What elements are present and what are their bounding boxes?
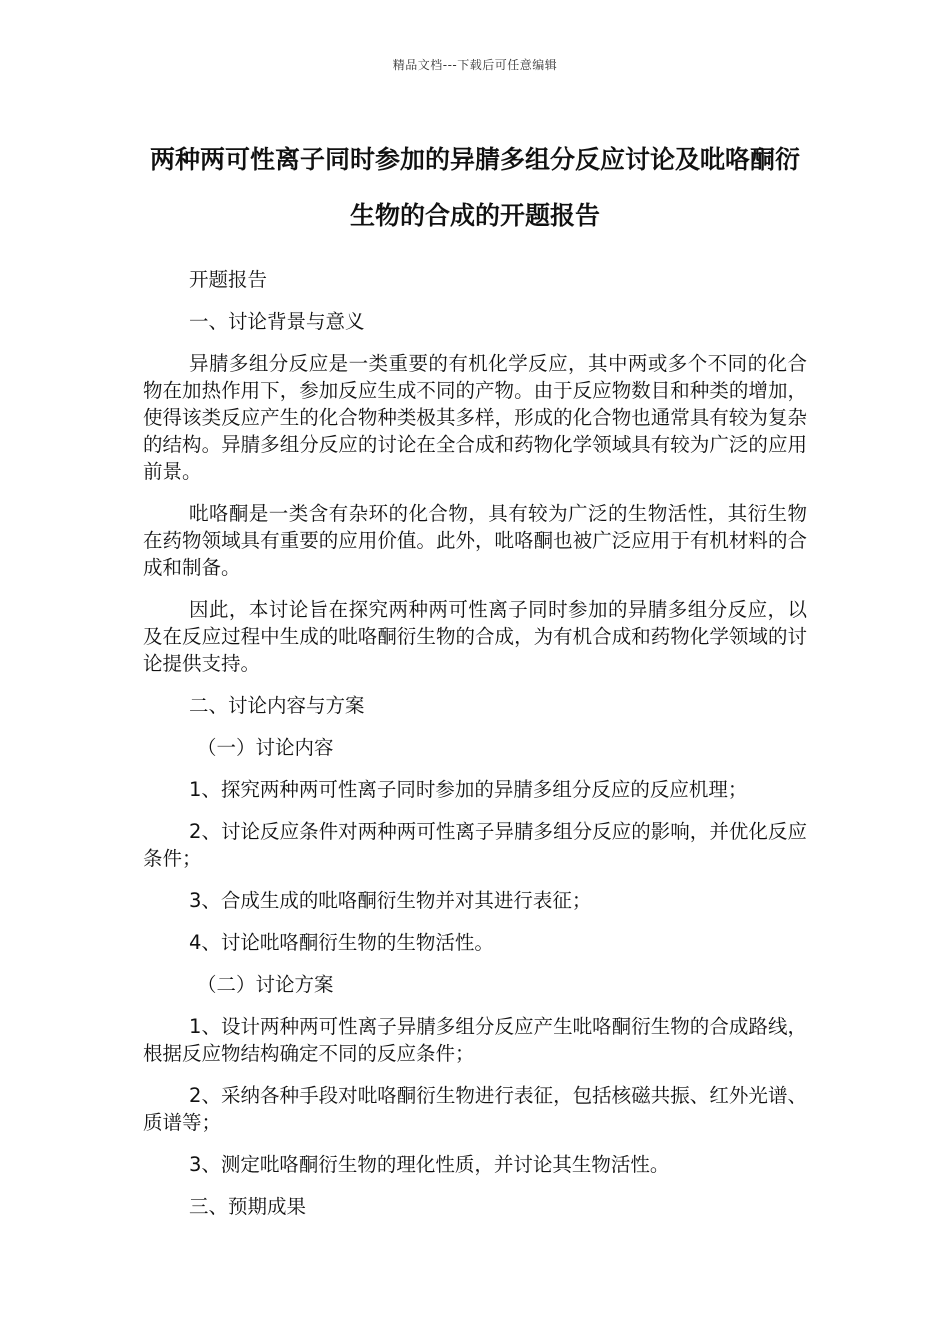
plan-item-1: 1、设计两种两可性离子异腈多组分反应产生吡咯酮衍生物的合成路线，根据反应物结构确定不同的反应条件； <box>143 1015 807 1065</box>
plan-item-3: 3、测定吡咯酮衍生物的理化性质，并讨论其生物活性。 <box>189 1153 670 1176</box>
content-item-3: 3、合成生成的吡咯酮衍生物并对其进行表征； <box>189 889 592 912</box>
subsection-heading-content: （一）讨论内容 <box>197 736 334 759</box>
section-heading-background: 一、讨论背景与意义 <box>189 310 365 333</box>
header-note: 精品文档---下载后可任意编辑 <box>392 58 558 72</box>
paragraph-pyrrolone-intro: 吡咯酮是一类含有杂环的化合物，具有较为广泛的生物活性，其衍生物在药物领域具有重要的应用价值。此外，吡咯酮也被广泛应用于有机材料的合成和制备。 <box>143 502 807 579</box>
plan-item-2: 2、采纳各种手段对吡咯酮衍生物进行表征，包括核磁共振、红外光谱、质谱等； <box>143 1084 807 1134</box>
content-item-4: 4、讨论吡咯酮衍生物的生物活性。 <box>189 931 494 954</box>
content-item-1: 1、探究两种两可性离子同时参加的异腈多组分反应的反应机理； <box>189 778 748 801</box>
paragraph-report-label: 开题报告 <box>189 268 268 291</box>
document-body <box>143 266 807 1235</box>
section-heading-content-plan: 二、讨论内容与方案 <box>189 694 365 717</box>
paragraph-research-aim: 因此，本讨论旨在探究两种两可性离子同时参加的异腈多组分反应，以及在反应过程中生成的吡咯酮衍生物的合成，为有机合成和药物化学领域的讨论提供支持。 <box>143 598 807 675</box>
paragraph-isocyanide-intro: 异腈多组分反应是一类重要的有机化学反应，其中两或多个不同的化合物在加热作用下，参加反应生成不同的产物。由于反应物数目和种类的增加，使得该类反应产生的化合物种类极其多样，形成的化合物也通常具有较为复杂的结构。异腈多组分反应的讨论在全合成和药物化学领域具有较为广泛的应用前景。 <box>143 352 807 483</box>
section-heading-expected-results: 三、预期成果 <box>189 1195 307 1218</box>
subsection-heading-plan: （二）讨论方案 <box>197 973 334 996</box>
document-title: 两种两可性离子同时参加的异腈多组分反应讨论及吡咯酮衍生物的合成的开题报告 <box>149 145 800 230</box>
content-item-2: 2、讨论反应条件对两种两可性离子异腈多组分反应的影响，并优化反应条件； <box>143 820 807 870</box>
